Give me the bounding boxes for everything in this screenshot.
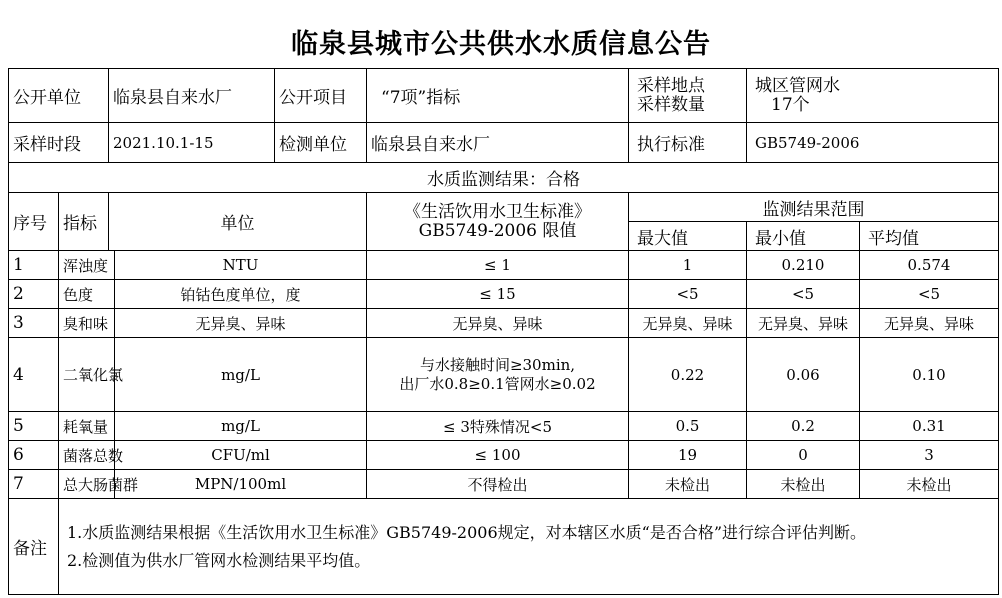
row-limit: 无异臭、异味	[367, 309, 629, 338]
row-indicator: 色度	[59, 280, 115, 309]
row-limit: ≤ 3特殊情况<5	[367, 412, 629, 441]
row-limit: 不得检出	[367, 470, 629, 499]
standard-value: GB5749-2006	[747, 123, 999, 163]
col-min: 最小值	[747, 222, 860, 251]
table-row	[9, 441, 999, 470]
table-row	[9, 280, 999, 309]
col-unit: 单位	[109, 193, 367, 251]
row-no: 7	[9, 470, 59, 499]
row-max: 19	[629, 441, 747, 470]
row-min: 未检出	[747, 470, 860, 499]
row-avg: 未检出	[860, 470, 999, 499]
remark-line-2: 2.检测值为供水厂管网水检测结果平均值。	[67, 550, 371, 570]
row-limit: ≤ 15	[367, 280, 629, 309]
row-max: 未检出	[629, 470, 747, 499]
row-min: <5	[747, 280, 860, 309]
standard-label: 执行标准	[629, 123, 747, 163]
row-unit: NTU	[115, 251, 367, 280]
sampling-count-value: 17个	[771, 94, 810, 115]
col-no: 序号	[9, 193, 59, 251]
row-indicator: 总大肠菌群	[59, 470, 115, 499]
row-max: <5	[629, 280, 747, 309]
row-max: 1	[629, 251, 747, 280]
unit-label: 公开单位	[9, 69, 109, 123]
row-indicator: 菌落总数	[59, 441, 115, 470]
water-quality-table	[8, 68, 999, 595]
sampling-count-label: 采样数量	[637, 94, 705, 115]
remarks-text	[59, 499, 999, 595]
table-row	[9, 338, 999, 412]
lab-value: 临泉县自来水厂	[367, 123, 629, 163]
row-limit-line1: 与水接触时间≥30min,	[419, 355, 576, 374]
row-unit: 铂钴色度单位，度	[115, 280, 367, 309]
table-row	[9, 412, 999, 441]
row-min: 0.2	[747, 412, 860, 441]
sampling-location-label: 采样地点	[637, 75, 705, 96]
item-label: 公开项目	[275, 69, 367, 123]
row-indicator: 臭和味	[59, 309, 115, 338]
row-max: 0.5	[629, 412, 747, 441]
row-unit: mg/L	[115, 338, 367, 412]
row-avg: 0.10	[860, 338, 999, 412]
table-row	[9, 470, 999, 499]
table-row	[9, 251, 999, 280]
row-avg: 0.31	[860, 412, 999, 441]
row-unit: mg/L	[115, 412, 367, 441]
row-unit: 无异臭、异味	[115, 309, 367, 338]
row-limit-line2: 出厂水0.8≥0.1管网水≥0.02	[399, 374, 596, 393]
col-avg: 平均值	[860, 222, 999, 251]
row-min: 0	[747, 441, 860, 470]
row-no: 3	[9, 309, 59, 338]
col-limit-line2: GB5749-2006 限值	[418, 220, 577, 241]
row-avg: 3	[860, 441, 999, 470]
row-indicator: 耗氧量	[59, 412, 115, 441]
remarks-label: 备注	[9, 499, 59, 595]
period-value: 2021.10.1-15	[109, 123, 275, 163]
row-avg: 无异臭、异味	[860, 309, 999, 338]
row-indicator: 浑浊度	[59, 251, 115, 280]
col-range: 监测结果范围	[629, 193, 999, 222]
row-min: 0.210	[747, 251, 860, 280]
row-min: 无异臭、异味	[747, 309, 860, 338]
row-unit: CFU/ml	[115, 441, 367, 470]
row-avg: <5	[860, 280, 999, 309]
row-unit: MPN/100ml	[115, 470, 367, 499]
row-limit: ≤ 100	[367, 441, 629, 470]
row-no: 4	[9, 338, 59, 412]
item-value: “7项”指标	[367, 69, 629, 123]
row-no: 2	[9, 280, 59, 309]
lab-label: 检测单位	[275, 123, 367, 163]
remark-line-1: 1.水质监测结果根据《生活饮用水卫生标准》GB5749-2006规定，对本辖区水质“是否合格”进行综合评估判断。	[67, 522, 867, 542]
col-indicator: 指标	[59, 193, 109, 251]
row-no: 6	[9, 441, 59, 470]
row-avg: 0.574	[860, 251, 999, 280]
row-no: 1	[9, 251, 59, 280]
table-row	[9, 309, 999, 338]
row-max: 无异臭、异味	[629, 309, 747, 338]
col-limit-line1: 《生活饮用水卫生标准》	[404, 201, 591, 222]
sampling-location-value: 城区管网水	[755, 75, 840, 96]
row-limit: ≤ 1	[367, 251, 629, 280]
row-indicator: 二氧化氯	[59, 338, 115, 412]
row-min: 0.06	[747, 338, 860, 412]
page-title: 临泉县城市公共供水水质信息公告	[291, 29, 711, 60]
row-max: 0.22	[629, 338, 747, 412]
unit-value: 临泉县自来水厂	[109, 69, 275, 123]
row-no: 5	[9, 412, 59, 441]
col-max: 最大值	[629, 222, 747, 251]
period-label: 采样时段	[9, 123, 109, 163]
result-line: 水质监测结果：合格	[9, 163, 999, 193]
